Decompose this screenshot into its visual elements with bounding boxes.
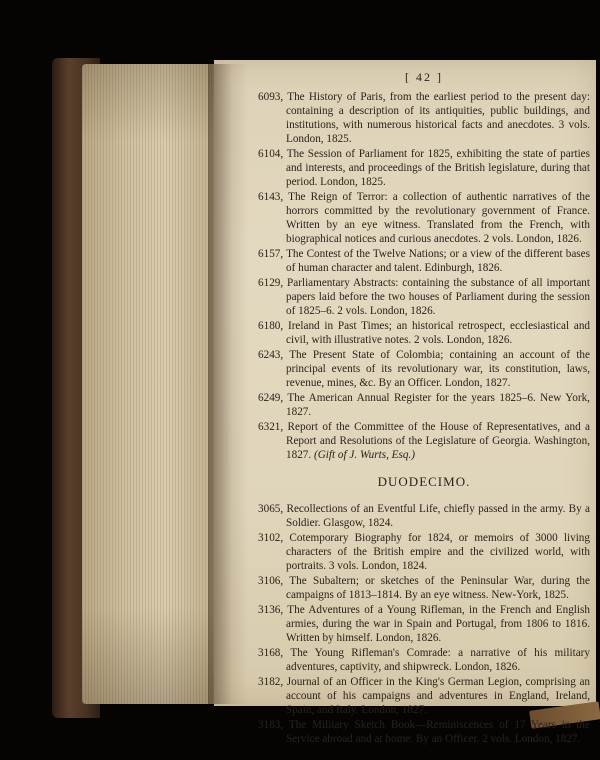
entry-number: 3182, [258, 676, 284, 688]
catalog-entry [258, 574, 590, 602]
entry-text: The Young Rifleman's Comrade: a narrative of his military adventures, captivity, and shipwreck. London, 1826. [286, 647, 590, 673]
entry-text: The Contest of the Twelve Nations; or a view of the different bases of human character and talent. Edinburgh, 1826. [286, 248, 590, 274]
entry-number: 6243, [258, 349, 284, 361]
entry-number: 6157, [258, 248, 284, 260]
entry-number: 3168, [258, 647, 284, 659]
entry-number: 6104, [258, 148, 284, 160]
catalog-entry [258, 420, 590, 462]
catalog-entry [258, 718, 590, 746]
entry-text: Parliamentary Abstracts: containing the substance of all important papers laid before the two houses of Parliament during the session of 1825–6. 2 vols. London, 1826. [286, 277, 590, 317]
entry-number: 6143, [258, 191, 284, 203]
catalog-entry [258, 531, 590, 573]
entry-text: The Adventures of a Young Rifleman, in the French and English armies, during the war in Spain and Portugal, from 1806 to 1816. Written by himself. London, 1826. [286, 604, 590, 644]
catalog-entry [258, 348, 590, 390]
page-number: [ 42 ] [405, 70, 443, 84]
entry-text: The Session of Parliament for 1825, exhibiting the state of parties and interests, and proceedings of the British legislature, during that period. London, 1825. [286, 148, 590, 188]
catalog-entry [258, 502, 590, 530]
page-text [258, 70, 590, 747]
catalog-entry [258, 90, 590, 146]
catalog-entry [258, 646, 590, 674]
entry-text: Report of the Committee of the House of Representatives, and a Report and Resolutions of the Legislature of Georgia. Washington, 1827. [286, 421, 590, 461]
catalog-entry [258, 276, 590, 318]
entry-number: 6249, [258, 392, 284, 404]
catalog-entry [258, 603, 590, 645]
catalog-entry [258, 190, 590, 246]
entry-number: 3102, [258, 532, 284, 544]
catalog-entry [258, 319, 590, 347]
entry-number: 3183, [258, 719, 284, 731]
entry-text: Journal of an Officer in the King's German Legion, comprising an account of his campaigns and adventures in England, Ireland, Spain, and Italy. London, 1827. [286, 676, 591, 716]
entry-text: The Military Sketch Book—Reminiscences of 17 Years in the Service abroad and at home. By an Officer. 2 vols. London, 1827. [286, 719, 590, 745]
page-edges [82, 64, 220, 704]
entry-list-top [258, 90, 590, 462]
entry-text: The History of Paris, from the earliest period to the present day: containing a description of its antiquities, public buildings, and institutions, with numerous historical facts and anecdotes. 3 vols. London, 1825. [286, 91, 590, 145]
entry-number: 6180, [258, 320, 284, 332]
entry-text: Recollections of an Eventful Life, chiefly passed in the army. By a Soldier. Glasgow, 1824. [286, 503, 591, 529]
entry-text: The American Annual Register for the years 1825–6. New York, 1827. [286, 392, 590, 418]
entry-text: Cotemporary Biography for 1824, or memoirs of 3000 living characters of the British empire and the civilized world, with portraits. 3 vols. London, 1824. [286, 532, 590, 572]
gift-note: (Gift of J. Wurts, Esq.) [313, 449, 415, 461]
entry-number: 6093, [258, 91, 284, 103]
section-heading: DUODECIMO. [377, 474, 471, 489]
entry-number: 3065, [258, 503, 284, 515]
entry-number: 6321, [258, 421, 284, 433]
entry-text: Ireland in Past Times; an historical retrospect, ecclesiastical and civil, with illustrative notes. 2 vols. London, 1826. [286, 320, 591, 346]
entry-number: 3136, [258, 604, 284, 616]
gutter-shadow [208, 64, 248, 704]
entry-text: The Reign of Terror: a collection of authentic narratives of the horrors committed by the revolutionary government of France. Written by an eye witness. Translated from the French, with biographical notices and curious anecdotes. 2 vols. London, 1826. [286, 191, 590, 245]
entry-number: 6129, [258, 277, 284, 289]
entry-number: 3106, [258, 575, 284, 587]
entry-text: The Present State of Colombia; containing an account of the principal events of its revolutionary war, its constitution, laws, revenue, mines, &c. By an Officer. London, 1827. [286, 349, 590, 389]
catalog-entry [258, 147, 590, 189]
catalog-entry [258, 247, 590, 275]
catalog-entry [258, 391, 590, 419]
entry-text: The Subaltern; or sketches of the Peninsular War, during the campaigns of 1813–1814. By an eye witness. New-York, 1825. [286, 575, 590, 601]
entry-list-bottom [258, 502, 590, 746]
catalog-entry [258, 675, 590, 717]
